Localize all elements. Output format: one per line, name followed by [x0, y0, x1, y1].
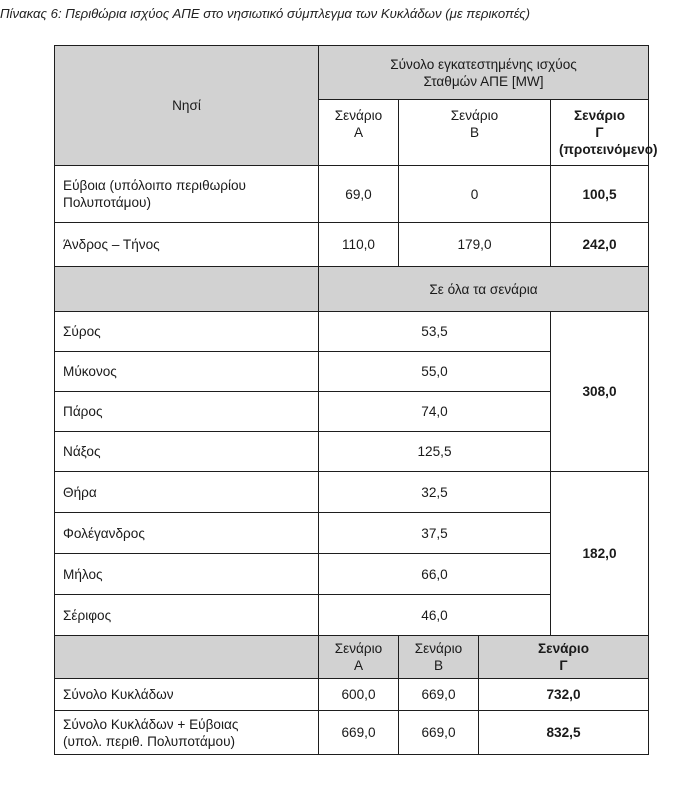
island-name: Νάξος [55, 432, 319, 472]
island-name [55, 166, 319, 223]
scenario-b-value: 0 [399, 166, 551, 223]
island-column-header [55, 46, 319, 166]
totals-scenario-b-line1: Σενάριο [414, 641, 463, 656]
total-scenario-a: 669,0 [319, 711, 399, 755]
island-capacity: 125,5 [319, 432, 551, 472]
table-row [55, 472, 649, 513]
scenario-a-header [319, 100, 399, 166]
scenario-b-value: 179,0 [399, 223, 551, 267]
island-name: Θήρα [55, 472, 319, 513]
totals-header-row [55, 636, 649, 679]
capacity-header [319, 46, 649, 100]
island-capacity: 32,5 [319, 472, 551, 513]
island-capacity: 46,0 [319, 595, 551, 636]
group1-total: 308,0 [551, 312, 649, 472]
island-capacity: 37,5 [319, 513, 551, 554]
capacity-header-line1: Σύνολο εγκατεστημένης ισχύος [390, 56, 577, 72]
island-name: Φολέγανδρος [55, 513, 319, 554]
totals-scenario-b-header [399, 636, 479, 679]
scenario-a-value: 69,0 [319, 166, 399, 223]
table-row [55, 312, 649, 352]
totals-scenario-c-line1: Σενάριο [537, 641, 590, 656]
scenario-a-header-line2: Α [353, 125, 364, 140]
scenario-a-value: 110,0 [319, 223, 399, 267]
scenario-a-header-line1: Σενάριο [334, 108, 383, 123]
island-capacity: 74,0 [319, 392, 551, 432]
total-row [55, 679, 649, 711]
scenario-b-header-line1: Σενάριο [450, 108, 499, 123]
totals-scenario-c-line2: Γ [559, 658, 568, 673]
island-name: Πάρος [55, 392, 319, 432]
total-label: Σύνολο Κυκλάδων [55, 679, 319, 711]
scenario-b-header [399, 100, 551, 166]
group2-total: 182,0 [551, 472, 649, 636]
island-name-line1: Εύβοια (υπόλοιπο περιθωρίου [63, 178, 246, 193]
table-row [55, 166, 649, 223]
scenario-b-header-line2: Β [469, 125, 480, 140]
total-scenario-c: 732,0 [479, 679, 649, 711]
total-scenario-c: 832,5 [479, 711, 649, 755]
total-label-line1: Σύνολο Κυκλάδων + Εύβοιας [63, 716, 239, 732]
totals-scenario-a-header [319, 636, 399, 679]
island-column-header-label: Νησί [172, 98, 201, 113]
island-name: Μύκονος [55, 352, 319, 392]
island-name: Σύρος [55, 312, 319, 352]
total-scenario-a: 600,0 [319, 679, 399, 711]
totals-scenario-a-line1: Σενάριο [334, 641, 383, 656]
header-row [55, 46, 649, 100]
island-name: Άνδρος – Τήνος [55, 223, 319, 267]
island-name-line2: Πολυποτάμου) [63, 195, 151, 210]
island-capacity: 66,0 [319, 554, 551, 595]
totals-scenario-b-line2: Β [433, 658, 444, 673]
all-scenarios-label: Σε όλα τα σενάρια [319, 267, 649, 312]
table-row [55, 223, 649, 267]
total-row [55, 711, 649, 755]
res-capacity-table [54, 45, 658, 755]
total-scenario-b: 669,0 [399, 679, 479, 711]
totals-scenario-c-header [479, 636, 649, 679]
scenario-c-header-line2: Γ [595, 125, 604, 140]
scenario-c-value: 100,5 [551, 166, 649, 223]
scenario-c-header [551, 100, 658, 166]
island-capacity: 53,5 [319, 312, 551, 352]
scenario-c-value: 242,0 [551, 223, 649, 267]
total-scenario-b: 669,0 [399, 711, 479, 755]
island-name: Σέριφος [55, 595, 319, 636]
island-name: Μήλος [55, 554, 319, 595]
island-capacity: 55,0 [319, 352, 551, 392]
totals-scenario-a-line2: Α [353, 658, 364, 673]
total-label-line2: (υπολ. περιθ. Πολυποτάμου) [63, 733, 236, 749]
scenario-c-header-line1: Σενάριο [573, 108, 626, 123]
totals-header-blank-cell [55, 636, 319, 679]
all-scenarios-row [55, 267, 649, 312]
scenario-c-header-line3: (προτεινόμενο) [559, 142, 658, 157]
all-scenarios-blank-cell [55, 267, 319, 312]
table-caption: Πίνακας 6: Περιθώρια ισχύος ΑΠΕ στο νησιωτικό σύμπλεγμα των Κυκλάδων (με περικοπές) [0, 6, 531, 21]
total-label [55, 711, 319, 755]
capacity-header-line2: Σταθμών ΑΠΕ [MW] [423, 73, 544, 89]
